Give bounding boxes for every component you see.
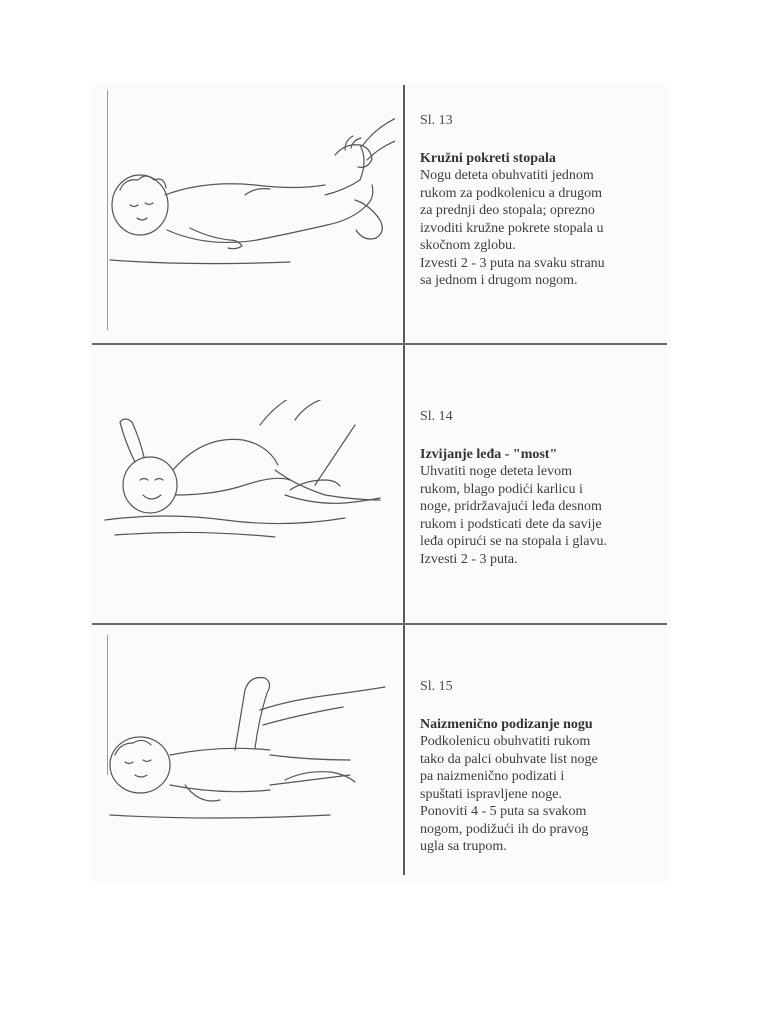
illustration-circular-foot-movements <box>95 100 395 330</box>
exercise-title: Naizmenično podizanje nogu <box>420 716 593 732</box>
instruction-line: Izvesti 2 - 3 puta na svaku stranu <box>420 255 605 271</box>
instruction-line: Nogu deteta obuhvatiti jednom <box>420 168 594 183</box>
exercise-title: Izvijanje leđa - "most" <box>420 446 558 462</box>
figure-label: Sl. 13 <box>420 113 453 128</box>
instruction-line: rukom i podsticati dete da savije <box>420 516 602 532</box>
illustration-back-arch-bridge <box>95 400 395 550</box>
instruction-line: spuštati ispravljene noge. <box>420 786 562 802</box>
instruction-line: pa naizmenično podizati i <box>420 769 565 784</box>
illustration-alternating-leg-raises <box>95 670 395 840</box>
instruction-line: Izvesti 2 - 3 puta. <box>420 551 518 567</box>
row-divider-1 <box>92 343 667 345</box>
figure-label: Sl. 15 <box>420 679 453 694</box>
panel-2-text <box>420 408 660 568</box>
instruction-line: rukom, blago podići karlicu i <box>420 481 583 497</box>
instruction-line: tako da palci obuhvate list noge <box>420 751 598 767</box>
instruction-line: izvoditi kružne pokrete stopala u <box>420 220 604 236</box>
instruction-line: skočnom zglobu. <box>420 238 516 253</box>
instruction-line: Podkolenicu obuhvatiti rukom <box>420 734 591 749</box>
instruction-line: Ponoviti 4 - 5 puta sa svakom <box>420 804 587 819</box>
instruction-line: Uhvatiti noge deteta levom <box>420 464 573 479</box>
instruction-line: za prednji deo stopala; oprezno <box>420 203 595 218</box>
figure-label: Sl. 14 <box>420 409 453 424</box>
panel-3-text <box>420 678 660 856</box>
exercise-title: Kružni pokreti stopala <box>420 150 556 166</box>
instruction-line: leđa opirući se na stopala i glavu. <box>420 534 607 549</box>
instruction-line: noge, pridržavajući leđa desnom <box>420 499 602 514</box>
instruction-line: sa jednom i drugom nogom. <box>420 273 578 288</box>
instruction-line: nogom, podižući ih do pravog <box>420 821 589 837</box>
instruction-line: ugla sa trupom. <box>420 839 507 854</box>
row-divider-2 <box>92 623 667 625</box>
instruction-line: rukom za podkolenicu a drugom <box>420 185 602 201</box>
column-divider <box>403 85 405 875</box>
panel-1-text <box>420 112 660 290</box>
